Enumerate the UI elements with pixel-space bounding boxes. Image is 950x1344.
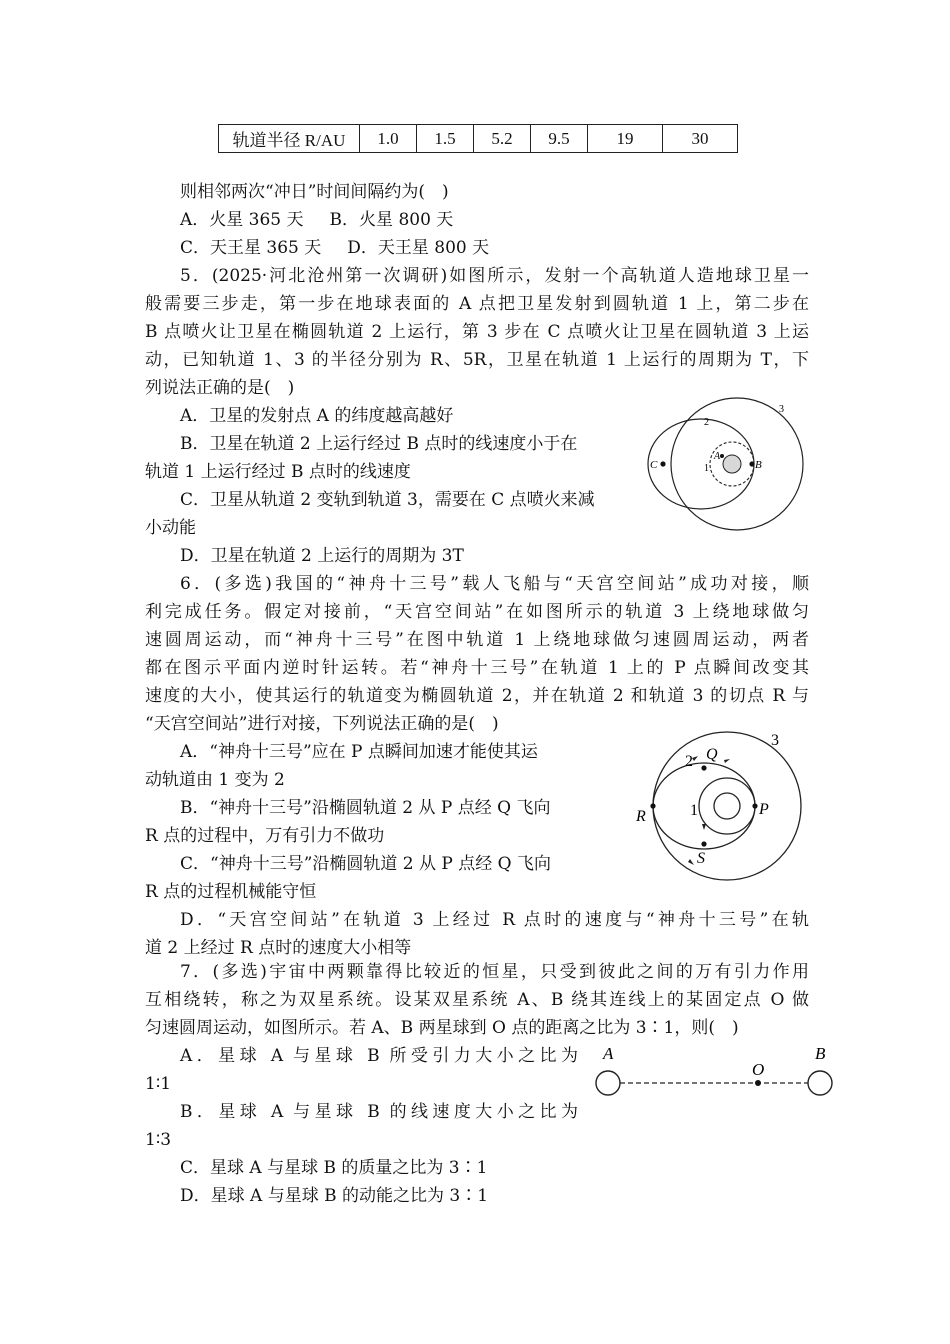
label-orbit-2: 2: [685, 753, 693, 770]
option-d: D．卫星在轨道 2 上运行的周期为 3T: [180, 546, 464, 566]
label-b: B: [755, 459, 762, 471]
question-line: 5．(2025·河北沧州第一次调研)如图所示，发射一个高轨道人造地球卫星一: [180, 266, 809, 286]
binary-star-figure: [590, 1045, 840, 1100]
table-cell: 5.2: [474, 125, 531, 153]
label-q: Q: [706, 746, 718, 763]
arrow-icon: [724, 759, 730, 763]
earth-icon: [714, 793, 740, 819]
option-a-line2: 1∶1: [145, 1074, 172, 1094]
table-row: [219, 125, 738, 153]
question-line: 利完成任务。假定对接前，“天宫空间站”在如图所示的轨道 3 上绕地球做匀: [145, 602, 809, 622]
arrow-icon: [688, 859, 694, 865]
point-b-dot: [749, 461, 754, 466]
earth-icon: [723, 455, 741, 473]
option-a: A．卫星的发射点 A 的纬度越高越好: [180, 406, 454, 426]
docking-orbit-figure: [632, 730, 812, 885]
option-c-line2: R 点的过程机械能守恒: [145, 882, 317, 902]
option-c-line1: C．“神舟十三号”沿椭圆轨道 2 从 P 点经 Q 飞向: [180, 854, 552, 874]
option-a-line2: 动轨道由 1 变为 2: [145, 770, 285, 790]
orbit-radius-table: [218, 124, 738, 153]
point-r-dot: [650, 803, 655, 808]
option-row: [145, 234, 809, 262]
table-cell: 19: [588, 125, 663, 153]
option-b-line1: B．“神舟十三号”沿椭圆轨道 2 从 P 点经 Q 飞向: [180, 798, 551, 818]
label-r: R: [636, 808, 646, 825]
label-b: B: [815, 1044, 826, 1063]
option-a-line1: A．星球 A 与星球 B 所受引力大小之比为: [180, 1046, 578, 1066]
label-orbit-3: 3: [779, 404, 784, 415]
option-b: B．火星 800 天: [329, 210, 454, 230]
label-orbit-3: 3: [771, 732, 779, 749]
table-header-cell: 轨道半径 R/AU: [219, 125, 360, 153]
point-p-dot: [752, 803, 757, 808]
orbit-3-circle: [653, 732, 801, 880]
point-q-dot: [701, 765, 706, 770]
label-o: O: [752, 1060, 765, 1079]
question-line: 匀速圆周运动，如图所示。若 A、B 两星球到 O 点的距离之比为 3∶1，则( ): [145, 1018, 739, 1038]
question-line: B 点喷火让卫星在椭圆轨道 2 上运行，第 3 步在 C 点喷火让卫星在圆轨道 3 上运: [145, 322, 809, 342]
point-s-dot: [701, 841, 706, 846]
question-line: 速圆周运动，而“神舟十三号”在图中轨道 1 上绕地球做匀速圆周运动，两者: [145, 630, 809, 650]
option-d-line1: D．“天宫空间站”在轨道 3 上经过 R 点时的速度与“神舟十三号”在轨: [180, 910, 809, 930]
star-b-circle: [808, 1071, 832, 1095]
option-c: C．天王星 365 天: [180, 238, 322, 258]
question-line: 速度的大小，使其运行的轨道变为椭圆轨道 2，并在轨道 2 和轨道 3 的切点 R 与: [145, 686, 809, 706]
option-b-line2: R 点的过程中，万有引力不做功: [145, 826, 385, 846]
option-b-line1: B．星球 A 与星球 B 的线速度大小之比为: [180, 1102, 578, 1122]
arrow-icon: [702, 824, 706, 830]
label-a: A: [714, 451, 721, 462]
option-c: C．星球 A 与星球 B 的质量之比为 3∶1: [180, 1158, 488, 1178]
table-cell: 30: [663, 125, 738, 153]
option-c-line2: 小动能: [145, 518, 196, 538]
point-o-dot: [755, 1080, 761, 1086]
question-line: 6．(多选)我国的“神舟十三号”载人飞船与“天宫空间站”成功对接，顺: [180, 574, 809, 594]
point-a-dot: [720, 454, 724, 458]
label-orbit-2: 2: [704, 417, 709, 428]
label-p: P: [759, 801, 769, 818]
question-line: 7．(多选)宇宙中两颗靠得比较近的恒星，只受到彼此之间的万有引力作用: [180, 962, 809, 982]
option-d: D．天王星 800 天: [347, 238, 490, 258]
question-line: “天宫空间站”进行对接，下列说法正确的是( ): [145, 714, 499, 734]
label-a: A: [603, 1044, 614, 1063]
label-s: S: [697, 850, 705, 867]
option-a-line1: A．“神舟十三号”应在 P 点瞬间加速才能使其运: [180, 742, 538, 762]
table-cell: 1.0: [360, 125, 417, 153]
orbit-1-circle: [699, 778, 755, 834]
option-b-line2: 1∶3: [145, 1130, 172, 1150]
option-b-line2: 轨道 1 上运行经过 B 点时的线速度: [145, 462, 411, 482]
label-orbit-1: 1: [690, 802, 698, 819]
star-a-circle: [596, 1071, 620, 1095]
point-c-dot: [660, 461, 665, 466]
question-stem: 则相邻两次“冲日”时间间隔约为( ): [180, 182, 449, 202]
question-line: 动，已知轨道 1、3 的半径分别为 R、5R，卫星在轨道 1 上运行的周期为 T，下: [145, 350, 809, 370]
question-4: [145, 178, 809, 262]
option-a: A．火星 365 天: [180, 210, 304, 230]
option-row: [145, 206, 809, 234]
table-cell: 1.5: [417, 125, 474, 153]
option-d-line2: 道 2 上经过 R 点时的速度大小相等: [145, 938, 412, 958]
option-c-line1: C．卫星从轨道 2 变轨到轨道 3，需要在 C 点喷火来减: [180, 490, 595, 510]
label-c: C: [650, 459, 658, 471]
question-line: 列说法正确的是( ): [145, 378, 295, 398]
label-orbit-1: 1: [704, 463, 709, 474]
orbit-transfer-figure: [648, 398, 808, 533]
table-cell: 9.5: [531, 125, 588, 153]
question-line: 互相绕转，称之为双星系统。设某双星系统 A、B 绕其连线上的某固定点 O 做: [145, 990, 809, 1010]
question-line: 般需要三步走，第一步在地球表面的 A 点把卫星发射到圆轨道 1 上，第二步在: [145, 294, 809, 314]
option-d: D．星球 A 与星球 B 的动能之比为 3∶1: [180, 1186, 489, 1206]
option-b-line1: B．卫星在轨道 2 上运行经过 B 点时的线速度小于在: [180, 434, 578, 454]
question-line: 都在图示平面内逆时针运转。若“神舟十三号”在轨道 1 上的 P 点瞬间改变其: [145, 658, 809, 678]
